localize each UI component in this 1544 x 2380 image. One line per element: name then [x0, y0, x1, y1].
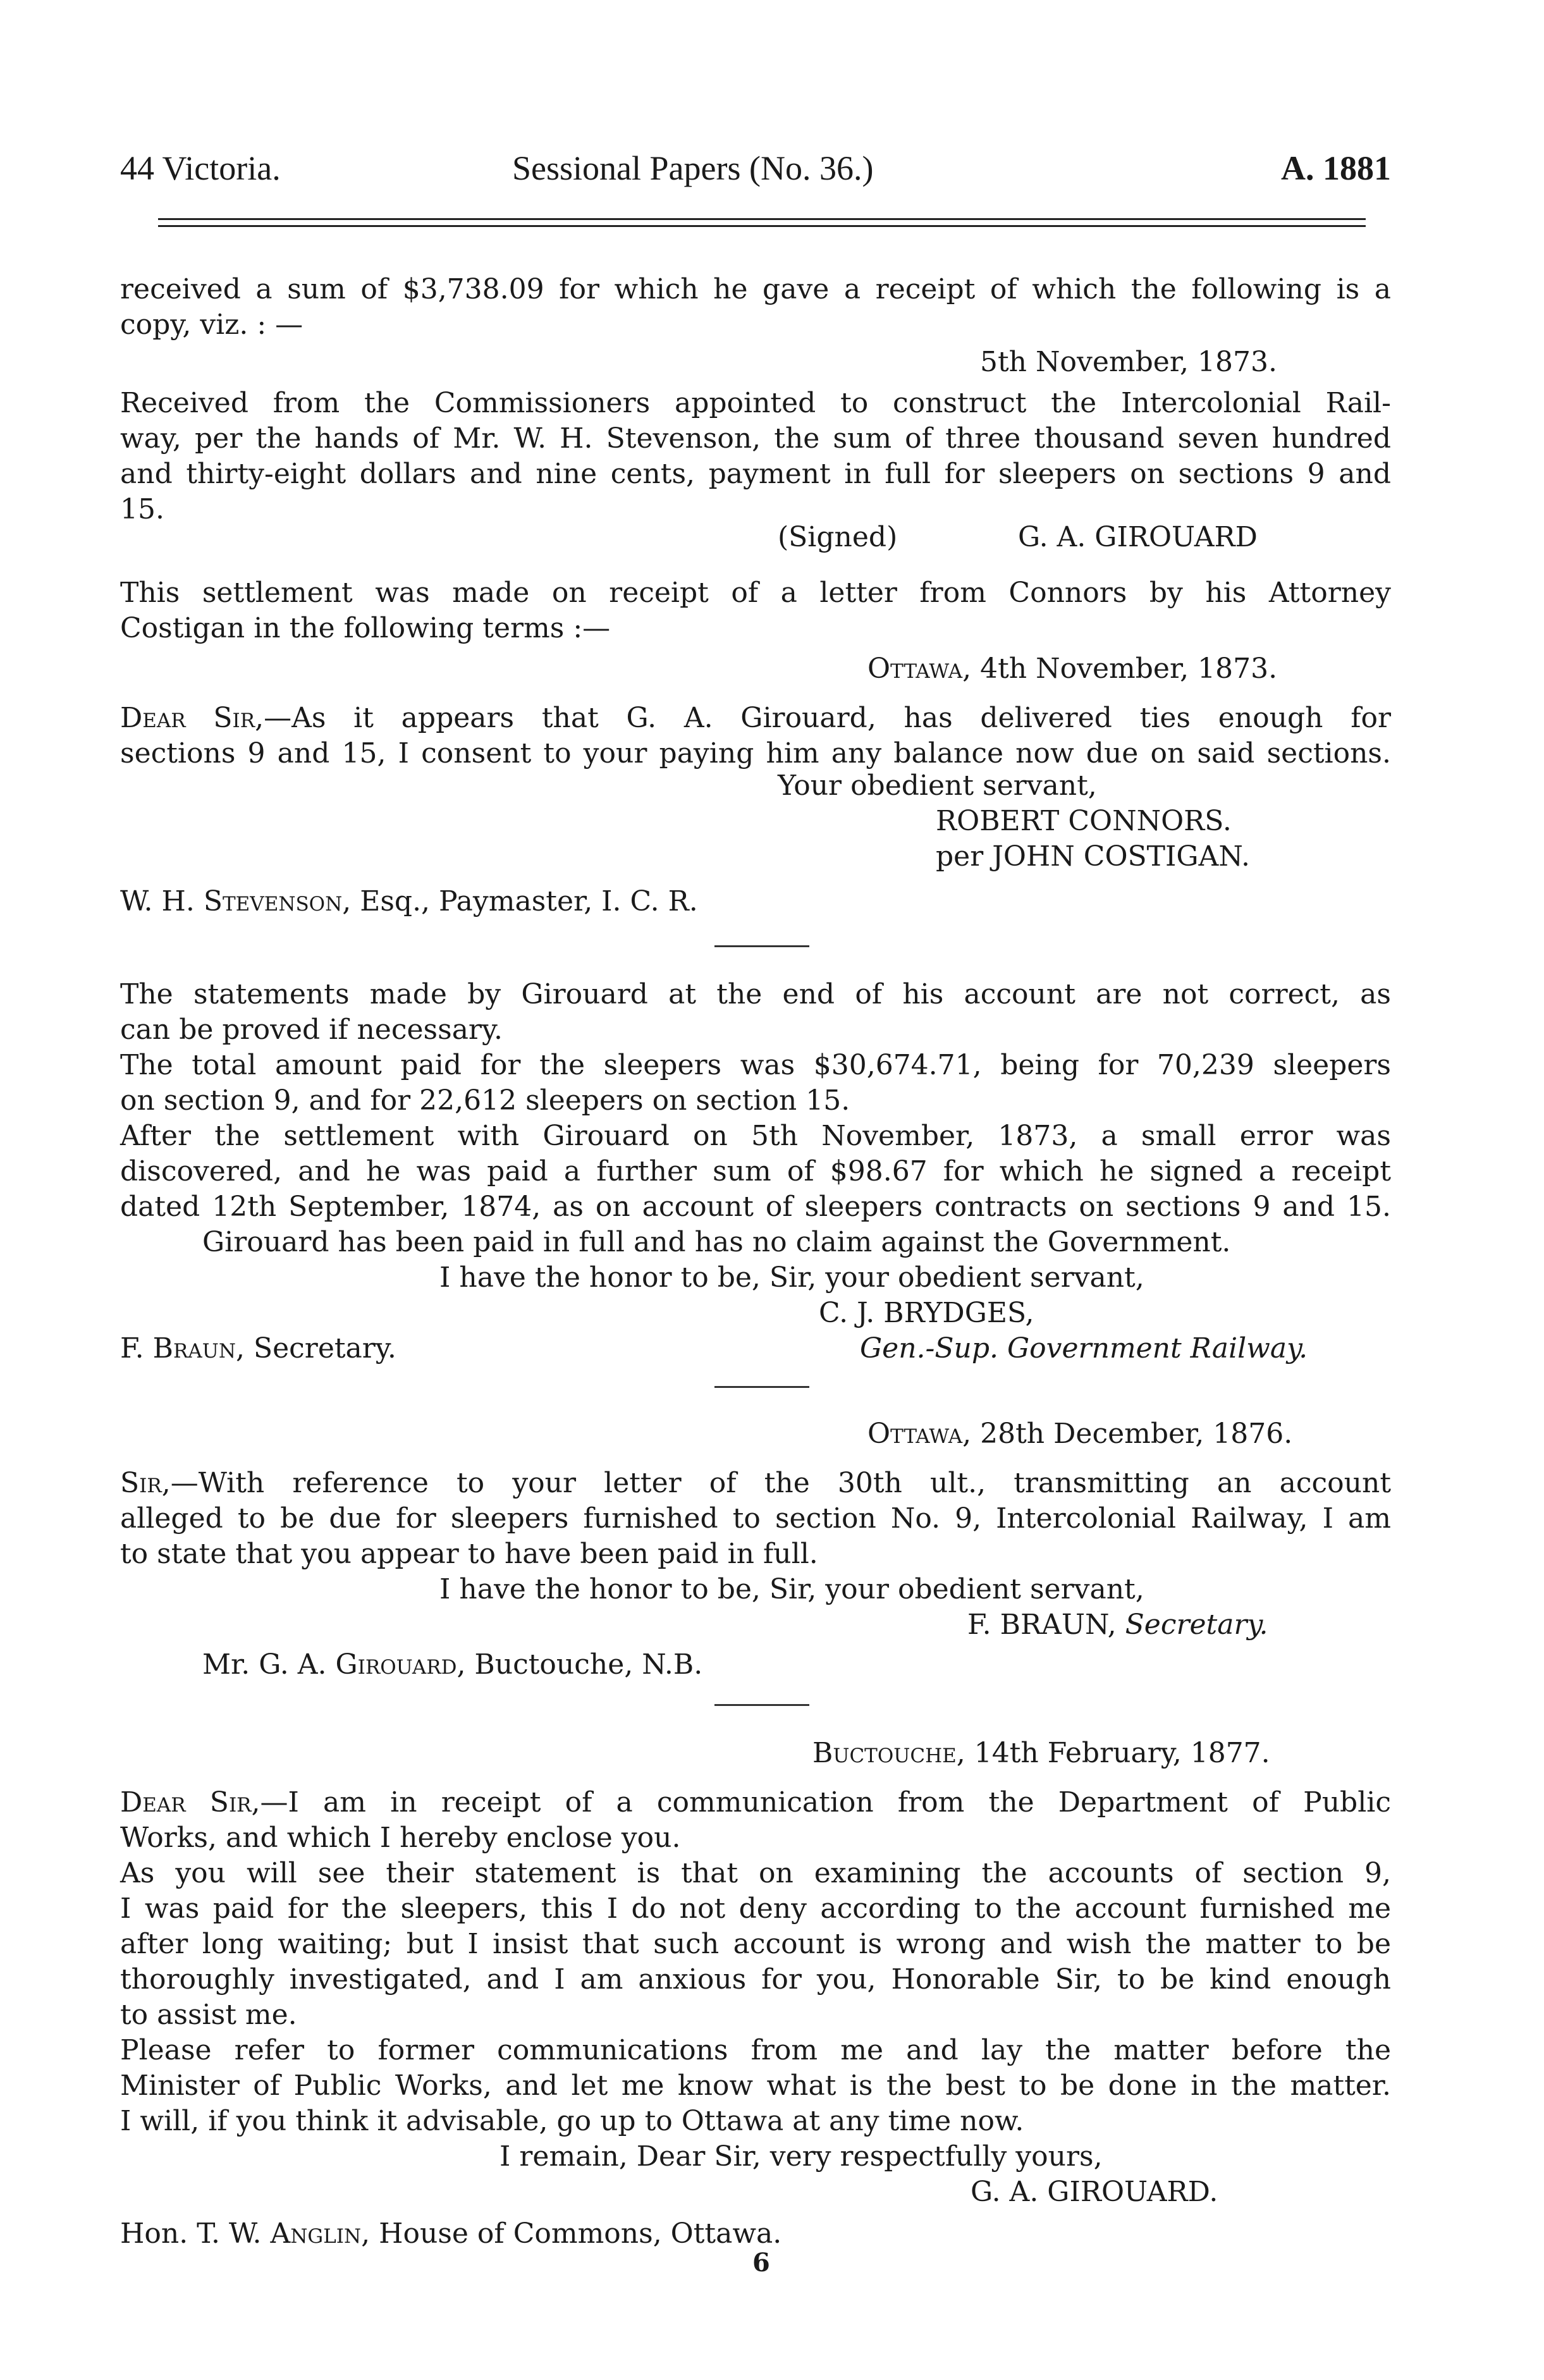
- text-line: Received from the Commissioners appointed to construct the Intercolonial Rail-: [120, 387, 1391, 419]
- text-line: [120, 701, 1391, 736]
- text-line: I remain, Dear Sir, very respectfully yours,: [499, 2140, 1103, 2173]
- text-line: can be proved if necessary.: [120, 1014, 503, 1046]
- text-line: I will, if you think it advisable, go up to Ottawa at any time now.: [120, 2105, 1024, 2137]
- addressee: [120, 884, 698, 919]
- text-line: The total amount paid for the sleepers was $30,674.71, being for 70,239 sleepers: [120, 1049, 1391, 1081]
- text: , Secretary.: [235, 1332, 396, 1365]
- salutation: Dear Sir: [120, 1786, 252, 1819]
- header-title: Sessional Papers (No. 36.): [512, 149, 874, 187]
- text-line: received a sum of $3,738.09 for which he gave a receipt of which the following is a: [120, 273, 1391, 305]
- secretary-name: [120, 1331, 396, 1366]
- text: , House of Commons, Ottawa.: [361, 2217, 782, 2250]
- header-left: 44 Victoria.: [120, 149, 281, 187]
- text: F.: [120, 1332, 153, 1365]
- signature-agent: per JOHN COSTIGAN.: [936, 840, 1250, 873]
- text-line: thoroughly investigated, and I am anxious for you, Honorable Sir, to be kind enough: [120, 1963, 1391, 1996]
- text-line: on section 9, and for 22,612 sleepers on section 15.: [120, 1084, 850, 1117]
- signature-title: Gen.-Sup. Government Railway.: [860, 1332, 1308, 1365]
- text-line: copy, viz. : —: [120, 309, 303, 341]
- text-line: alleged to be due for sleepers furnished to section No. 9, Intercolonial Railway, I am: [120, 1502, 1391, 1535]
- signature: ROBERT CONNORS.: [936, 805, 1232, 837]
- addressee: [202, 1647, 702, 1683]
- text-line: 15.: [120, 493, 164, 525]
- salutation: Dear Sir: [120, 702, 255, 734]
- text-line: to state that you appear to have been paid in full.: [120, 1538, 818, 1570]
- section-divider: [714, 1386, 809, 1388]
- addressee: [120, 2216, 781, 2252]
- running-header: [120, 136, 1391, 193]
- section-divider: [714, 945, 809, 947]
- text-line: I have the honor to be, Sir, your obedient servant,: [439, 1261, 1144, 1294]
- receipt-date: 5th November, 1873.: [980, 346, 1277, 378]
- letter-dateline: [867, 1416, 1292, 1452]
- letter-dateline: [867, 651, 1277, 687]
- signature: [967, 1607, 1268, 1643]
- title: Secretary.: [1125, 1609, 1268, 1641]
- text-line: Costigan in the following terms :—: [120, 612, 611, 644]
- name: Braun: [152, 1332, 236, 1365]
- place: Ottawa: [867, 1418, 963, 1450]
- document-page: [120, 0, 1391, 2380]
- text-line: [120, 1785, 1391, 1820]
- text-line: after long waiting; but I insist that such account is wrong and wish the matter to be: [120, 1928, 1391, 1960]
- text: ,—As it appears that G. A. Girouard, has delivered ties enough for: [255, 702, 1391, 734]
- letter-dateline: [812, 1736, 1270, 1771]
- place: Buctouche: [812, 1737, 957, 1769]
- text-line: to assist me.: [120, 1999, 297, 2031]
- text-line: Please refer to former communications from me and lay the matter before the: [120, 2034, 1391, 2066]
- text: Mr. G. A.: [202, 1648, 336, 1681]
- text-line: The statements made by Girouard at the end of his account are not correct, as: [120, 978, 1391, 1010]
- text-line: As you will see their statement is that on examining the accounts of section 9,: [120, 1857, 1391, 1889]
- name: Girouard: [335, 1648, 457, 1681]
- text-line: I was paid for the sleepers, this I do not deny according to the account furnished me: [120, 1892, 1391, 1925]
- text-line: [120, 1466, 1391, 1501]
- text: ,—With reference to your letter of the 30th ult., transmitting an account: [161, 1467, 1391, 1499]
- text: W. H.: [120, 885, 204, 917]
- header-rule: [158, 218, 1366, 220]
- section-divider: [714, 1704, 809, 1706]
- text-line: Girouard has been paid in full and has no claim against the Government.: [202, 1226, 1231, 1258]
- text-line: This settlement was made on receipt of a letter from Connors by his Attorney: [120, 577, 1391, 609]
- signature: G. A. GIROUARD.: [971, 2176, 1218, 2208]
- text-line: discovered, and he was paid a further sum of $98.67 for which he signed a receipt: [120, 1155, 1391, 1187]
- text-line: I have the honor to be, Sir, your obedient servant,: [439, 1573, 1144, 1605]
- date: , 14th February, 1877.: [956, 1737, 1270, 1769]
- text: ,—I am in receipt of a communication from the Department of Public: [251, 1786, 1391, 1819]
- text-line: Minister of Public Works, and let me know what is the best to be done in the matter.: [120, 2070, 1391, 2102]
- salutation: Sir: [120, 1467, 162, 1499]
- header-right: A. 1881: [1281, 149, 1391, 187]
- text-line: dated 12th September, 1874, as on account of sleepers contracts on sections 9 and 15.: [120, 1191, 1391, 1223]
- place: Ottawa: [867, 653, 963, 685]
- header-rule: [158, 225, 1366, 227]
- text-line: way, per the hands of Mr. W. H. Stevenson, the sum of three thousand seven hundred: [120, 422, 1391, 455]
- page-number: 6: [752, 2248, 770, 2278]
- text-line: Works, and which I hereby enclose you.: [120, 1822, 681, 1854]
- signed-label: (Signed): [778, 521, 898, 553]
- name: F. BRAUN,: [967, 1609, 1117, 1641]
- text: , Buctouche, N.B.: [456, 1648, 703, 1681]
- text-line: and thirty-eight dollars and nine cents, payment in full for sleepers on sections 9 and: [120, 458, 1391, 490]
- text-line: After the settlement with Girouard on 5th November, 1873, a small error was: [120, 1120, 1391, 1152]
- date: , 4th November, 1873.: [962, 653, 1278, 685]
- name: Stevenson: [203, 885, 343, 917]
- date: , 28th December, 1876.: [962, 1418, 1293, 1450]
- closing: Your obedient servant,: [778, 770, 1097, 802]
- name: Anglin: [270, 2217, 362, 2250]
- signature: C. J. BRYDGES,: [819, 1297, 1034, 1329]
- text: , Esq., Paymaster, I. C. R.: [342, 885, 698, 917]
- text: Hon. T. W.: [120, 2217, 271, 2250]
- signer-name: G. A. GIROUARD: [1018, 521, 1258, 553]
- text-line: sections 9 and 15, I consent to your paying him any balance now due on said sections.: [120, 737, 1391, 770]
